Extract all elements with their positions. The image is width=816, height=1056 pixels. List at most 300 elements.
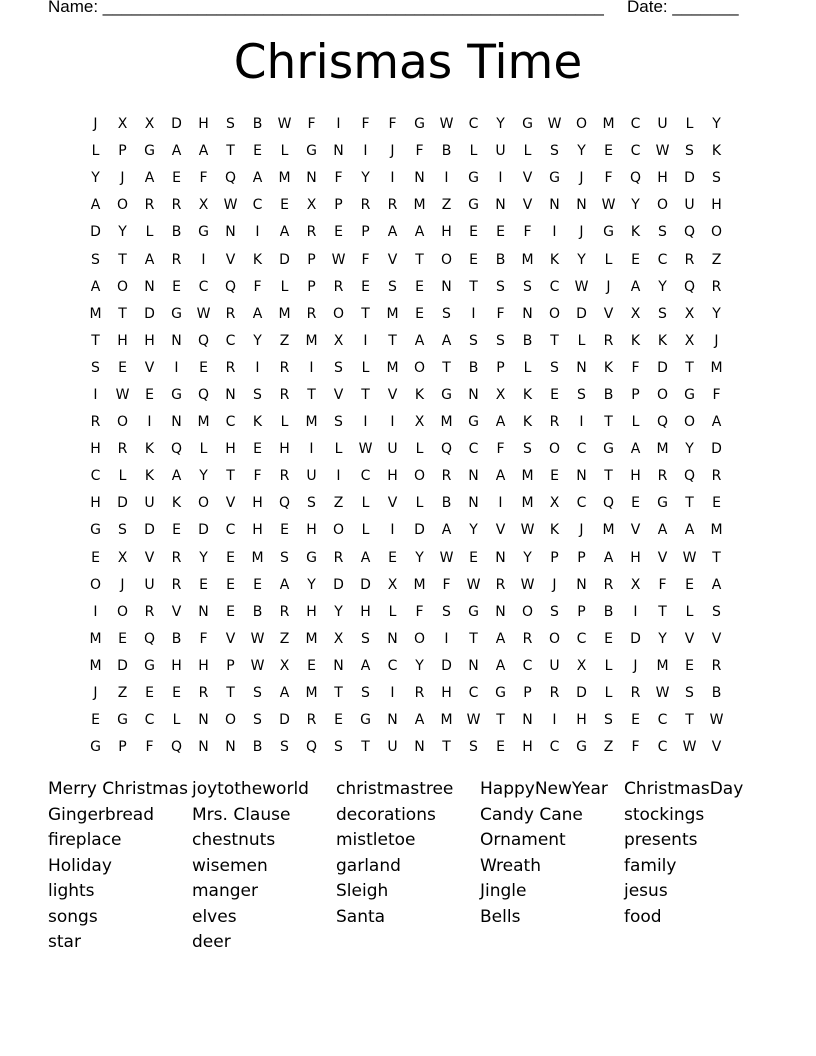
grid-letter: E	[604, 630, 613, 647]
grid-letter: T	[685, 495, 694, 512]
grid-letter: E	[631, 495, 640, 512]
grid-letter: A	[279, 224, 290, 241]
grid-letter: C	[468, 441, 479, 458]
grid-letter: S	[469, 739, 478, 756]
word-bank-item: ChristmasDay	[624, 779, 744, 800]
grid-letter: D	[441, 657, 452, 674]
grid-letter: L	[199, 441, 208, 458]
grid-letter: V	[684, 630, 695, 647]
grid-letter: S	[307, 495, 316, 512]
grid-letter: K	[144, 468, 155, 485]
grid-row	[82, 490, 730, 517]
grid-letter: X	[279, 657, 290, 674]
grid-letter: M	[278, 170, 291, 187]
grid-letter: J	[552, 576, 557, 593]
grid-row	[82, 355, 730, 382]
grid-letter: V	[225, 630, 236, 647]
grid-letter: T	[415, 251, 424, 268]
grid-letter: E	[631, 712, 640, 729]
grid-letter: J	[606, 278, 611, 295]
grid-letter: C	[576, 630, 587, 647]
grid-letter: Y	[118, 224, 127, 241]
grid-letter: F	[145, 739, 154, 756]
grid-letter: Q	[143, 630, 156, 647]
grid-letter: L	[631, 414, 640, 431]
grid-letter: R	[495, 576, 506, 593]
grid-letter: P	[118, 143, 127, 160]
grid-letter: L	[280, 278, 289, 295]
grid-letter: Y	[712, 305, 721, 322]
grid-letter: Q	[197, 332, 210, 349]
grid-row	[82, 707, 730, 734]
grid-letter: Z	[441, 197, 452, 214]
grid-letter: C	[225, 522, 236, 539]
grid-letter: X	[495, 386, 506, 403]
grid-letter: G	[495, 685, 506, 702]
grid-letter: F	[307, 116, 316, 133]
grid-letter: H	[198, 657, 209, 674]
grid-letter: T	[685, 359, 694, 376]
grid-letter: E	[280, 522, 289, 539]
grid-letter: W	[601, 197, 616, 214]
grid-letter: T	[118, 305, 127, 322]
grid-letter: X	[549, 495, 560, 512]
grid-letter: G	[549, 170, 560, 187]
grid-letter: R	[522, 630, 533, 647]
grid-letter: C	[657, 739, 668, 756]
grid-letter: G	[360, 712, 371, 729]
grid-letter: S	[577, 386, 586, 403]
grid-letter: R	[711, 468, 722, 485]
grid-letter: S	[604, 712, 613, 729]
grid-letter: G	[684, 386, 695, 403]
grid-letter: K	[549, 522, 560, 539]
grid-row	[82, 274, 730, 301]
grid-letter: L	[469, 143, 478, 160]
grid-letter: E	[253, 441, 262, 458]
grid-letter: R	[684, 251, 695, 268]
grid-letter: F	[199, 630, 208, 647]
grid-letter: B	[252, 116, 263, 133]
grid-letter: S	[550, 143, 559, 160]
grid-letter: C	[549, 739, 560, 756]
grid-letter: E	[604, 143, 613, 160]
grid-letter: H	[306, 603, 317, 620]
grid-letter: R	[360, 197, 371, 214]
grid-letter: S	[334, 739, 343, 756]
grid-letter: I	[336, 116, 341, 133]
grid-letter: W	[250, 630, 265, 647]
grid-letter: S	[280, 549, 289, 566]
grid-letter: U	[684, 197, 695, 214]
grid-letter: D	[117, 657, 128, 674]
grid-letter: W	[250, 657, 265, 674]
grid-letter: O	[197, 495, 210, 512]
grid-letter: R	[387, 197, 398, 214]
grid-letter: V	[387, 495, 398, 512]
grid-letter: A	[414, 712, 425, 729]
grid-letter: B	[171, 224, 182, 241]
grid-letter: H	[252, 495, 263, 512]
grid-letter: V	[522, 170, 533, 187]
grid-letter: N	[468, 495, 479, 512]
grid-letter: N	[333, 657, 344, 674]
grid-letter: L	[415, 495, 424, 512]
grid-letter: F	[523, 224, 532, 241]
grid-letter: L	[604, 657, 613, 674]
grid-letter: T	[604, 414, 613, 431]
grid-letter: I	[309, 359, 314, 376]
grid-letter: O	[521, 603, 534, 620]
grid-letter: R	[279, 359, 290, 376]
grid-letter: E	[496, 739, 505, 756]
grid-letter: G	[90, 522, 101, 539]
word-bank-item: Ornament	[480, 830, 566, 851]
grid-letter: A	[441, 522, 452, 539]
grid-letter: Y	[523, 549, 532, 566]
grid-letter: E	[145, 386, 154, 403]
grid-letter: G	[144, 657, 155, 674]
grid-letter: H	[90, 495, 101, 512]
word-bank-item: mistletoe	[336, 830, 416, 851]
grid-letter: Q	[683, 278, 696, 295]
grid-letter: G	[468, 414, 479, 431]
grid-letter: I	[390, 685, 395, 702]
grid-letter: B	[468, 359, 479, 376]
word-bank-item: stockings	[624, 804, 705, 825]
grid-letter: I	[444, 630, 449, 647]
grid-letter: L	[361, 359, 370, 376]
grid-letter: X	[117, 549, 128, 566]
grid-letter: H	[576, 712, 587, 729]
grid-letter: E	[226, 549, 235, 566]
grid-letter: D	[333, 576, 344, 593]
word-bank-item: manger	[192, 881, 258, 902]
grid-letter: E	[280, 197, 289, 214]
grid-letter: N	[576, 468, 587, 485]
grid-letter: E	[91, 549, 100, 566]
grid-letter: B	[603, 603, 614, 620]
grid-letter: N	[225, 386, 236, 403]
grid-letter: F	[631, 359, 640, 376]
grid-letter: W	[547, 116, 562, 133]
grid-letter: T	[685, 712, 694, 729]
grid-letter: S	[712, 170, 721, 187]
grid-letter: A	[279, 685, 290, 702]
grid-letter: X	[333, 332, 344, 349]
grid-letter: S	[685, 143, 694, 160]
grid-letter: F	[415, 143, 424, 160]
grid-letter: M	[89, 657, 102, 674]
grid-letter: X	[387, 576, 398, 593]
grid-letter: S	[361, 685, 370, 702]
grid-letter: S	[280, 739, 289, 756]
grid-letter: V	[657, 549, 668, 566]
grid-letter: D	[576, 305, 587, 322]
grid-letter: M	[89, 305, 102, 322]
grid-letter: M	[305, 685, 318, 702]
grid-letter: A	[630, 441, 641, 458]
grid-letter: D	[144, 305, 155, 322]
grid-letter: P	[307, 251, 316, 268]
grid-letter: E	[172, 278, 181, 295]
grid-letter: Y	[253, 332, 262, 349]
word-bank-item: christmastree	[336, 779, 454, 800]
grid-letter: F	[712, 386, 721, 403]
grid-letter: M	[521, 251, 534, 268]
grid-letter: Y	[415, 549, 424, 566]
grid-letter: C	[90, 468, 101, 485]
grid-letter: D	[657, 359, 668, 376]
grid-letter: S	[388, 278, 397, 295]
word-bank	[48, 777, 778, 956]
grid-letter: J	[579, 224, 584, 241]
grid-letter: Q	[629, 170, 642, 187]
grid-letter: N	[549, 197, 560, 214]
grid-letter: P	[118, 739, 127, 756]
grid-letter: L	[91, 143, 100, 160]
grid-letter: K	[603, 359, 614, 376]
grid-letter: A	[495, 630, 506, 647]
word-bank-item: Wreath	[480, 855, 541, 876]
grid-letter: M	[521, 495, 534, 512]
grid-letter: M	[521, 468, 534, 485]
grid-letter: R	[279, 468, 290, 485]
grid-letter: T	[118, 251, 127, 268]
grid-letter: L	[280, 143, 289, 160]
grid-letter: W	[196, 305, 211, 322]
grid-letter: C	[225, 414, 236, 431]
grid-letter: R	[441, 468, 452, 485]
grid-letter: P	[307, 278, 316, 295]
grid-letter: C	[468, 116, 479, 133]
grid-letter: J	[390, 143, 395, 160]
grid-letter: C	[657, 251, 668, 268]
word-bank-item: food	[624, 906, 662, 927]
word-bank-item: Candy Cane	[480, 804, 583, 825]
grid-letter: Q	[197, 386, 210, 403]
grid-letter: R	[630, 685, 641, 702]
grid-letter: N	[387, 630, 398, 647]
grid-letter: V	[225, 495, 236, 512]
grid-letter: A	[171, 468, 182, 485]
grid-letter: S	[361, 630, 370, 647]
grid-letter: P	[577, 549, 586, 566]
grid-letter: B	[252, 603, 263, 620]
grid-letter: R	[414, 685, 425, 702]
grid-letter: O	[89, 576, 102, 593]
grid-letter: B	[522, 332, 533, 349]
grid-letter: I	[309, 441, 314, 458]
grid-letter: D	[576, 685, 587, 702]
grid-letter: T	[361, 386, 370, 403]
grid-letter: S	[334, 359, 343, 376]
grid-letter: D	[360, 576, 371, 593]
grid-letter: N	[306, 170, 317, 187]
grid-letter: N	[468, 386, 479, 403]
word-bank-item: Gingerbread	[48, 804, 154, 825]
grid-letter: M	[197, 414, 210, 431]
grid-letter: E	[550, 468, 559, 485]
grid-letter: O	[413, 630, 426, 647]
grid-letter: W	[520, 522, 535, 539]
grid-letter: A	[279, 576, 290, 593]
grid-letter: Y	[712, 116, 721, 133]
grid-letter: L	[361, 522, 370, 539]
grid-letter: I	[336, 468, 341, 485]
grid-letter: W	[466, 576, 481, 593]
grid-letter: T	[469, 278, 478, 295]
grid-letter: F	[388, 116, 397, 133]
grid-letter: N	[495, 197, 506, 214]
word-bank-item: garland	[336, 855, 401, 876]
grid-letter: M	[413, 576, 426, 593]
grid-letter: S	[91, 359, 100, 376]
grid-letter: M	[656, 657, 669, 674]
grid-letter: G	[657, 495, 668, 512]
grid-letter: A	[711, 576, 722, 593]
grid-row	[82, 246, 730, 273]
grid-letter: H	[225, 441, 236, 458]
grid-letter: S	[442, 305, 451, 322]
grid-letter: T	[469, 630, 478, 647]
grid-letter: X	[144, 116, 155, 133]
grid-letter: M	[440, 712, 453, 729]
grid-letter: T	[442, 359, 451, 376]
grid-letter: V	[495, 522, 506, 539]
grid-letter: S	[442, 603, 451, 620]
grid-letter: S	[523, 441, 532, 458]
grid-letter: E	[685, 576, 694, 593]
grid-letter: L	[604, 685, 613, 702]
grid-letter: W	[115, 386, 130, 403]
grid-letter: M	[602, 116, 615, 133]
grid-letter: N	[198, 603, 209, 620]
grid-letter: E	[469, 549, 478, 566]
grid-letter: Q	[224, 278, 237, 295]
grid-letter: R	[144, 197, 155, 214]
grid-letter: Q	[224, 170, 237, 187]
grid-letter: V	[144, 549, 155, 566]
grid-letter: L	[604, 251, 613, 268]
grid-letter: E	[118, 630, 127, 647]
grid-letter: M	[305, 414, 318, 431]
grid-letter: V	[711, 739, 722, 756]
grid-letter: H	[198, 116, 209, 133]
grid-row	[82, 545, 730, 572]
grid-letter: X	[117, 116, 128, 133]
grid-letter: K	[711, 143, 722, 160]
grid-letter: N	[387, 712, 398, 729]
grid-letter: F	[442, 576, 451, 593]
grid-letter: P	[550, 549, 559, 566]
grid-letter: D	[198, 522, 209, 539]
grid-letter: T	[496, 712, 505, 729]
grid-letter: V	[387, 386, 398, 403]
grid-letter: L	[280, 414, 289, 431]
grid-letter: B	[495, 251, 506, 268]
grid-letter: M	[386, 305, 399, 322]
grid-letter: S	[226, 116, 235, 133]
grid-letter: R	[306, 712, 317, 729]
grid-letter: A	[414, 332, 425, 349]
grid-letter: I	[363, 143, 368, 160]
grid-letter: Y	[307, 576, 316, 593]
grid-letter: I	[579, 414, 584, 431]
grid-letter: R	[225, 359, 236, 376]
grid-letter: X	[630, 305, 641, 322]
grid-letter: W	[439, 116, 454, 133]
grid-letter: K	[522, 386, 533, 403]
grid-letter: A	[684, 522, 695, 539]
grid-letter: Y	[685, 441, 694, 458]
grid-letter: W	[358, 441, 373, 458]
grid-letter: E	[91, 712, 100, 729]
grid-letter: Y	[658, 630, 667, 647]
grid-letter: P	[577, 603, 586, 620]
grid-letter: R	[657, 468, 668, 485]
grid-letter: X	[684, 305, 695, 322]
grid-letter: V	[630, 522, 641, 539]
grid-letter: R	[171, 549, 182, 566]
grid-letter: A	[252, 170, 263, 187]
word-bank-item: elves	[192, 906, 237, 927]
grid-letter: N	[576, 576, 587, 593]
word-bank-row	[48, 777, 778, 803]
grid-row	[82, 626, 730, 653]
grid-letter: G	[468, 603, 479, 620]
grid-letter: R	[306, 305, 317, 322]
grid-letter: F	[496, 305, 505, 322]
grid-letter: Y	[658, 278, 667, 295]
grid-letter: E	[253, 143, 262, 160]
grid-letter: F	[334, 170, 343, 187]
grid-letter: V	[144, 359, 155, 376]
grid-letter: H	[630, 468, 641, 485]
grid-letter: Q	[683, 468, 696, 485]
grid-letter: M	[305, 332, 318, 349]
grid-letter: U	[306, 468, 317, 485]
grid-letter: D	[279, 712, 290, 729]
grid-letter: M	[656, 441, 669, 458]
grid-row	[82, 192, 730, 219]
grid-letter: N	[576, 197, 587, 214]
grid-letter: L	[361, 495, 370, 512]
grid-letter: D	[279, 251, 290, 268]
grid-letter: G	[603, 224, 614, 241]
grid-letter: N	[225, 224, 236, 241]
grid-letter: T	[712, 549, 721, 566]
page-title: Chrismas Time	[233, 35, 583, 90]
grid-letter: H	[171, 657, 182, 674]
grid-letter: M	[710, 359, 723, 376]
grid-letter: C	[468, 685, 479, 702]
grid-letter: S	[91, 251, 100, 268]
grid-letter: G	[144, 143, 155, 160]
grid-letter: L	[577, 332, 586, 349]
grid-letter: H	[144, 332, 155, 349]
grid-letter: A	[495, 414, 506, 431]
grid-letter: S	[334, 414, 343, 431]
grid-letter: E	[199, 576, 208, 593]
grid-letter: S	[253, 712, 262, 729]
grid-letter: E	[145, 685, 154, 702]
word-bank-item: Santa	[336, 906, 386, 927]
grid-letter: S	[469, 332, 478, 349]
grid-letter: D	[711, 441, 722, 458]
grid-letter: N	[333, 143, 344, 160]
grid-letter: Z	[711, 251, 722, 268]
